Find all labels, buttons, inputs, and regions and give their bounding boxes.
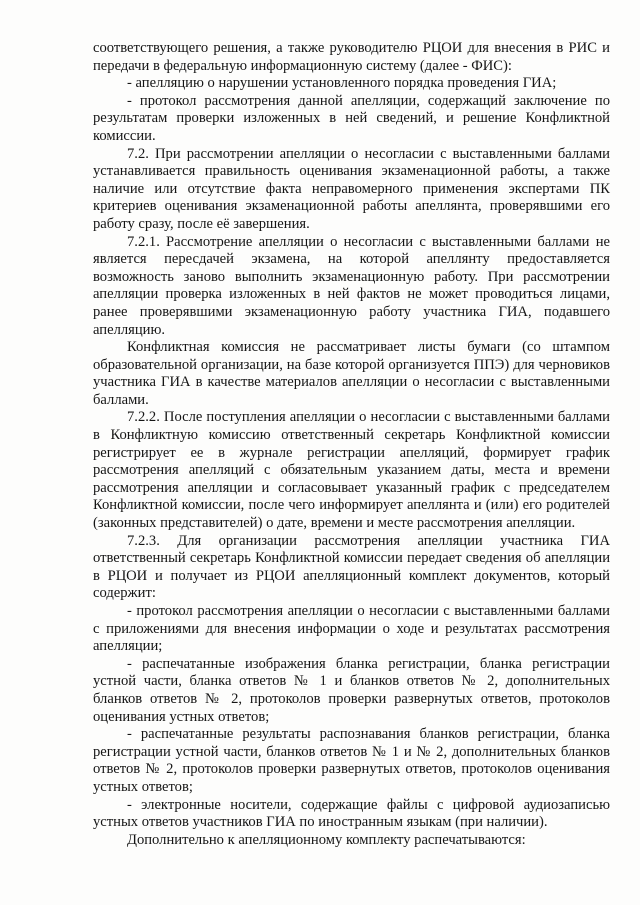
list-item-electronic-media: - электронные носители, содержащие файлы с цифровой аудиозаписью устных ответов участников ГИА по иностранным языкам (при наличии).: [93, 796, 610, 831]
section-7-2-1: 7.2.1. Рассмотрение апелляции о несогласии с выставленными баллами не является пересдачей экзамена, на которой апеллянту предоставляется возможность заново выполнить экзаменационную работу. При рассмотрении апелляции проверка изложенных в ней фактов не может проводиться лицами, ранее проверявшими экзаменационную работу участника ГИА, подавшего апелляцию.: [93, 233, 610, 338]
list-item-printed-images: - распечатанные изображения бланка регистрации, бланка регистрации устной части, бланка ответов № 1 и бланков ответов № 2, дополнительных бланков ответов № 2, протоколов проверки развернутых ответов, протоколов оценивания устных ответов;: [93, 655, 610, 725]
list-item-appeal-violation: - апелляцию о нарушении установленного порядка проведения ГИА;: [127, 75, 557, 92]
document-body: [93, 40, 610, 849]
paragraph-additionally: Дополнительно к апелляционному комплекту распечатываются:: [127, 831, 526, 848]
list-item-appeal-protocol: - протокол рассмотрения данной апелляции, содержащий заключение по результатам проверки изложенных в ней сведений, и решение Конфликтной комиссии.: [93, 92, 610, 144]
list-item-protocol: - протокол рассмотрения апелляции о несогласии с выставленными баллами с приложениями для внесения информации о ходе и результатах рассмотрения апелляции;: [93, 603, 610, 655]
section-7-2-3: 7.2.3. Для организации рассмотрения апелляции участника ГИА ответственный секретарь Конфликтной комиссии передает сведения об апелляции в РЦОИ и получает из РЦОИ апелляционный комплект документов, который содержит:: [93, 532, 610, 602]
list-item-printed-results: - распечатанные результаты распознавания бланков регистрации, бланка регистрации устной части, бланков ответов № 1 и № 2, дополнительных бланков ответов № 2, протоколов проверки развернутых ответов, протоколов оценивания устных ответов;: [93, 726, 610, 795]
paragraph-continuation: соответствующего решения, а также руководителю РЦОИ для внесения в РИС и передачи в федеральную информационную систему (далее - ФИС):: [93, 40, 610, 74]
section-7-2: 7.2. При рассмотрении апелляции о несогласии с выставленными баллами устанавливается правильность оценивания экзаменационной работы, а также наличие или отсутствие факта неправомерного применения экспертами ПК критериев оценивания экзаменационной работы апеллянта, проверявшими его работу сразу, после её завершения.: [93, 145, 610, 232]
section-7-2-2: 7.2.2. После поступления апелляции о несогласии с выставленными баллами в Конфликтную комиссию ответственный секретарь Конфликтной комиссии регистрирует ее в журнале регистрации апелляций, формирует график рассмотрения апелляций с обязательным указанием даты, места и времени рассмотрения апелляции и согласовывает указанный график с председателем Конфликтной комиссии, после чего информирует апеллянта и (или) его родителей (законных представителей) о дате, времени и месте рассмотрения апелляции.: [93, 409, 610, 532]
paragraph-drafts: Конфликтная комиссия не рассматривает листы бумаги (со штампом образовательной организации, на базе которой организуется ППЭ) для черновиков участника ГИА в качестве материалов апелляции о несогласии с выставленными баллами.: [93, 339, 610, 408]
